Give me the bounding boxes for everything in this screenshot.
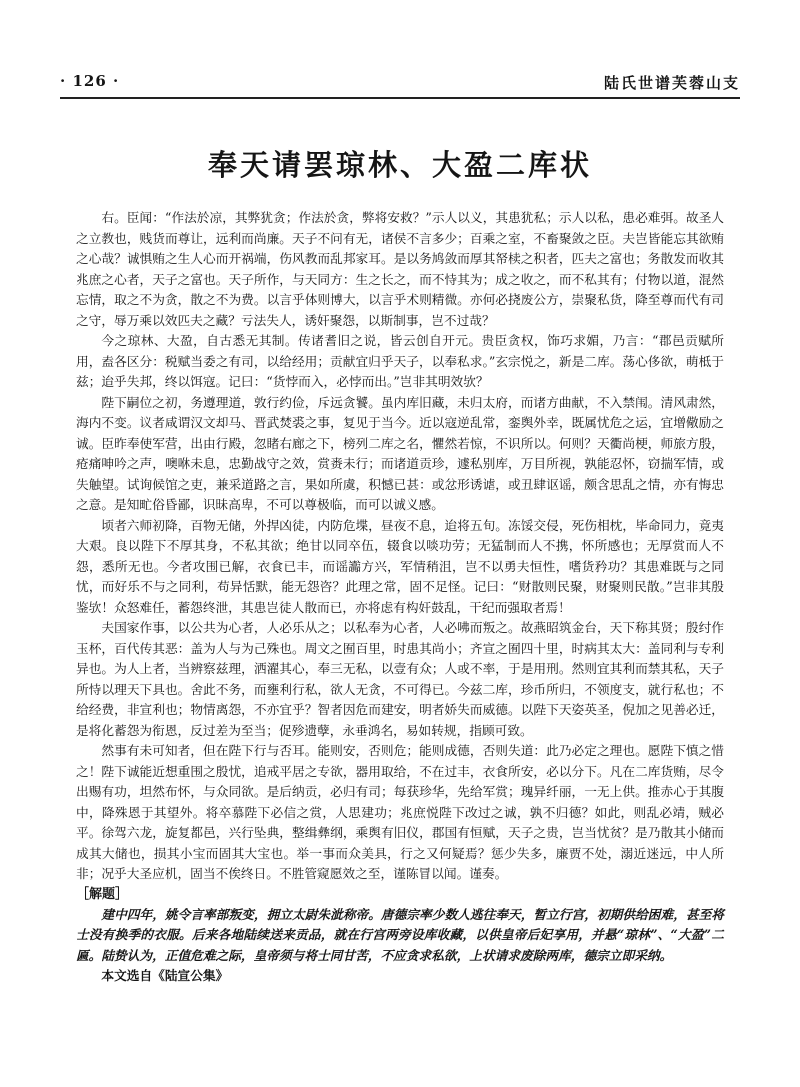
source-note: 本文选自《陆宣公集》 xyxy=(101,968,229,983)
paragraph: 然事有未可知者，但在陛下行与否耳。能则安，否则危；能则成德，否则失道：此乃必定之理也。愿陛下慎之惜之！陛下诚能近想重围之殷忧，追戒平居之专欲，器用取给，不在过丰，衣食所安，必以分下。凡在二库货贿，尽令出赐有功，坦然布怀，与众同欲。是后纳贡，必归有司；每获珍华，先给军赏；瑰异纤丽，一无上供。推赤心于其腹中，降殊恩于其望外。将卒慕陛下必信之赏，人思建功；兆庶悦陛下改过之诚，孰不归德？如此，则乱必靖，贼必平。徐驾六龙，旋复都邑，兴行坠典，整缉彝纲，乘舆有旧仪，郡国有恒赋，天子之贵，岂当忧贫？是乃散其小储而成其大储也，损其小宝而固其大宝也。举一事而众美具，行之又何疑焉？惩少失多，廉贾不处，溺近迷远，中人所非；况乎大圣应机，固当不俟终日。不胜管窥愿效之至，谨陈冒以闻。谨奏。 xyxy=(76,743,724,881)
article-body xyxy=(76,208,724,987)
paragraph: 夫国家作事，以公共为心者，人必乐从之；以私奉为心者，人必咈而叛之。故燕昭筑金台，天下称其贤；殷纣作玉杯，百代传其恶：盖为人与为己殊也。周文之囿百里，时患其尚小；齐宣之囿四十里，时病其太大：盖同利与专利异也。为人上者，当辨察兹理，洒濯其心，奉三无私，以壹有众；人或不率，于是用刑。然则宜其利而禁其私，天子所恃以理天下具也。舍此不务，而壅利行私，欲人无贪，不可得已。今兹二库，珍币所归，不领度支，就行私也；不给经费，非宣利也；物情离怨，不亦宜乎？智者因危而建安，明者娇失而威德。以陛下天姿英圣，倪加之见善必迁，是将化蓄怨为衔恩，反过差为至当；促殄遗孽，永垂鸿名，易如转规，指顾可致。 xyxy=(76,620,724,738)
jieti-text: 建中四年，姚令言率部叛变，拥立太尉朱泚称帝。唐德宗率少数人逃往奉天，暂立行宫，初期供给困难，甚至将士没有换季的衣服。后来各地陆续送来贡品，就在行宫两旁设库收藏，以供皇帝后妃享用，并悬“琼林”、“大盈”二匾。陆贽认为，正值危难之际，皇帝须与将士同甘苦，不应贪求私欲，上状请求废除两库，德宗立即采纳。 xyxy=(76,906,724,963)
running-head: 陆氏世谱芙蓉山支 xyxy=(603,74,740,92)
paragraph: 顷者六师初降，百物无储，外捍凶徒，内防危堞，昼夜不息，迨将五旬。冻馁交侵，死伤相枕，毕命同力，竟夷大艰。良以陛下不厚其身，不私其欲；绝甘以同卒伍，辍食以啖功劳；无猛制而人不携，怀所感也；无厚赏而人不怨，悉所无也。今者攻围已解，衣食已丰，而谣讟方兴，军情稍沮，岂不以勇夫恒性，嗜货矜功？其患难既与之同忧，而好乐不与之同利，苟异恬默，能无怨咨？此理之常，固不足怪。记曰：“财散则民聚，财聚则民散。”岂非其殷鉴欤！众怒难任，蓄怨终泄，其患岂徒人散而已，亦将虑有构奸鼓乱，干纪而强取者焉！ xyxy=(76,517,724,615)
paragraph: 右。臣闻：“作法於凉，其弊犹贪；作法於贪，弊将安救？”示人以义，其患犹私；示人以私，患必难弭。故圣人之立教也，贱货而尊让，远利而尚廉。天子不问有无，诸侯不言多少；百乘之室，不畜聚敛之臣。夫岂皆能忘其欲贿之心哉？诚惧贿之生人心而开祸端，伤风教而乱邦家耳。是以务鸠敛而厚其帑椟之积者，匹夫之富也；务散发而收其兆庶之心者，天子之富也。天子所作，与天同方：生之长之，而不恃其为；成之收之，而不私其有；付物以道，混然忘情，取之不为贪，散之不为费。以言乎体则博大，以言乎术则精微。亦何必挠废公方，崇聚私货，降至尊而代有司之守，辱万乘以效匹夫之藏？亏法失人，诱奸聚怨，以斯制事，岂不过哉？ xyxy=(76,210,724,328)
jieti-heading: ［解题］ xyxy=(76,886,129,902)
paragraph: 今之琼林、大盈，自古悉无其制。传诸耆旧之说，皆云创自开元。贵臣贪权，饰巧求媚，乃言：“郡邑贡赋所用，盍各区分：税赋当委之有司，以给经用；贡献宜归乎天子，以奉私求。”玄宗悦之，新是二库。荡心侈欲，萌柢于兹；迨乎失邦，终以饵寇。记曰：“货悖而入，必悖而出。”岂非其明效欤？ xyxy=(76,333,724,389)
article-title: 奉天请罢琼林、大盈二库状 xyxy=(207,148,592,182)
header-rule xyxy=(60,97,740,99)
page-header xyxy=(60,66,740,92)
page-number: · 126 · xyxy=(60,72,120,90)
paragraph: 陛下嗣位之初，务遵理道，敦行约俭，斥远贪饕。虽内库旧藏，未归太府，而诸方曲献，不入禁闱。清风肃然，海内不变。议者咸谓汉文却马、晋武焚裘之事，复见于当今。近以寇逆乱常，銮舆外幸，既属忧危之运，宜增儆励之诚。臣昨奉使军营，出由行殿，忽睹右廊之下，榜列二库之名，懼然若惊，不识所以。何则？天衢尚梗，师旅方殷，疮痛呻吟之声，噢咻未息，忠勤战守之效，赏赉未行；而诸道贡珍，遽私别库，万目所视，孰能忍怀，窃揣军情，或失触望。试询候馆之吏，兼采道路之言，果如所虞，积憾已甚：或忿形诱谑，或丑肆讴谣，颇含思乱之情，亦有悔忠之意。是知甿俗昏鄙，识昧高卑，不可以尊极临，而可以诚义感。 xyxy=(76,394,724,512)
